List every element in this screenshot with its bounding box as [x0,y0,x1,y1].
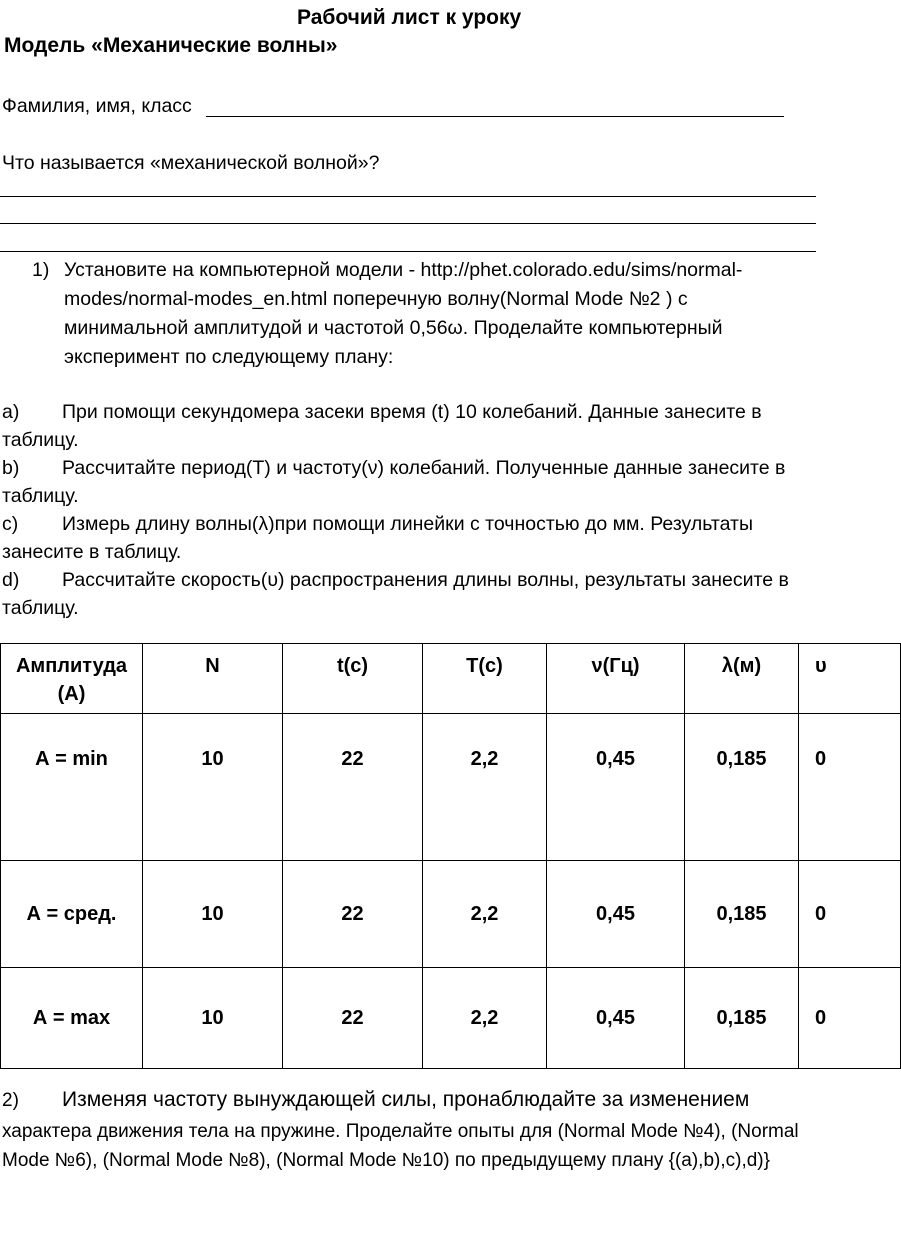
item-letter: d) [2,569,20,591]
answer-line-1[interactable] [0,196,816,197]
table-header-row [1,644,901,714]
table-cell: 0,45 [547,968,685,1069]
item-text: При помощи секундомера засеки время (t) 10 колебаний. Данные занесите в таблицу. [2,401,762,451]
header-cell: N [143,644,283,714]
header-cell: t(c) [283,644,423,714]
table-cell: 2,2 [423,861,547,968]
item-letter: c) [2,513,19,535]
table-row [1,861,901,968]
question-text: Что называется «механической волной»? [2,152,380,174]
table-cell: 0,185 [685,968,799,1069]
table-cell: 10 [143,861,283,968]
student-name-answer-line[interactable] [206,116,784,117]
table-cell: А = max [1,968,143,1069]
table-cell: 0 [799,714,901,861]
student-name-label: Фамилия, имя, класс [2,95,192,117]
item-letter: b) [2,457,20,479]
table-cell: 10 [143,714,283,861]
task-2-text: характера движения тела на пружине. Проделайте опыты для (Normal Mode №4), (Normal Mode №6), (Normal Mode №8), (Normal Mode №10) по предыдущему плану {(a),b),c),d)} [2,1121,799,1171]
item-text: Рассчитайте период(T) и частоту(ν) колебаний. Полученные данные занесите в таблицу. [2,457,786,507]
answer-line-3[interactable] [0,251,816,252]
task-1-number: 1) [32,259,50,281]
header-cell: Амплитуда (А) [1,644,143,714]
task-1-item-a [2,398,832,454]
task-2 [2,1084,814,1175]
header-cell: υ [799,644,901,714]
table-cell: 0,45 [547,861,685,968]
table-cell: 22 [283,968,423,1069]
table-row [1,968,901,1069]
header-cell: ν(Гц) [547,644,685,714]
item-text: Измерь длину волны(λ)при помощи линейки с точностью до мм. Результаты занесите в таблицу. [2,513,753,563]
table-cell: 10 [143,968,283,1069]
table-cell: 22 [283,714,423,861]
task-1 [0,256,830,372]
task-1-text: Установите на компьютерной модели - http://phet.colorado.edu/sims/normal-modes/normal-modes_en.html поперечную волну(Normal Mode №2 ) с минимальной амплитудой и частотой 0,56ω. Проделайте компьютерный эксперимент по следующему плану: [64,259,743,368]
table-cell: 0,185 [685,861,799,968]
table-cell: 0,185 [685,714,799,861]
table-cell: 0 [799,861,901,968]
answer-line-2[interactable] [0,223,816,224]
header-cell: λ(м) [685,644,799,714]
table-cell: 2,2 [423,714,547,861]
table-cell: А = сред. [1,861,143,968]
worksheet-title: Рабочий лист к уроку [297,6,522,29]
table-row [1,714,901,861]
table-cell: 2,2 [423,968,547,1069]
item-letter: a) [2,401,20,423]
task-2-line1: Изменяя частоту вынуждающей силы, пронаблюдайте за изменением [62,1088,750,1111]
task-1-item-b [2,454,832,510]
task-2-first-line [2,1084,814,1117]
table-cell: 0,45 [547,714,685,861]
task-2-number: 2) [2,1090,19,1111]
table-cell: 0 [799,968,901,1069]
task-1-item-c [2,510,832,566]
model-subtitle: Модель «Механические волны» [4,34,338,57]
results-table [0,643,901,1069]
table-cell: А = min [1,714,143,861]
header-cell: T(c) [423,644,547,714]
table-cell: 22 [283,861,423,968]
item-text: Рассчитайте скорость(υ) распространения длины волны, результаты занесите в таблицу. [2,569,789,619]
task-1-item-d [2,566,832,622]
